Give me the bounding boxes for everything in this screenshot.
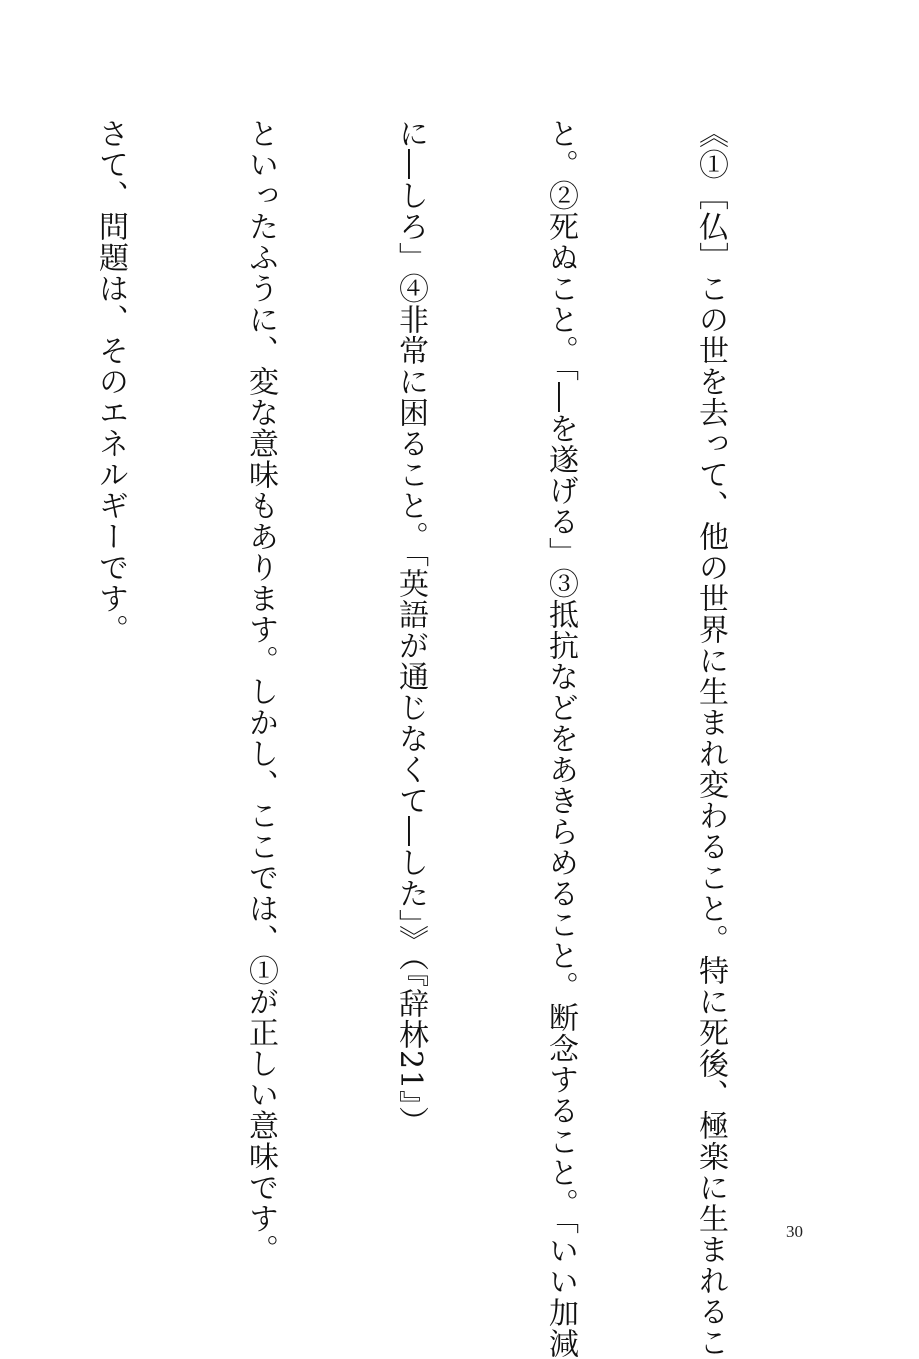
text-line: といったふうに、変な意味もあります。しかし、ここでは、①が正しい意味です。	[243, 118, 278, 1265]
text-line: に―しろ」④非常に困ること。「英語が通じなくて―した」》（『辞林21』）	[393, 118, 428, 1138]
text-line: と。②死ぬこと。「―を遂げる」③抵抗などをあきらめること。断念すること。「いい加減	[543, 118, 578, 1359]
text-line: 《①［仏］この世を去って、他の世界に生まれ変わること。特に死後、極楽に生まれるこ	[693, 118, 728, 1358]
text-line: さて、問題は、そのエネルギーです。	[93, 118, 128, 645]
page-number: 30	[786, 1222, 803, 1241]
